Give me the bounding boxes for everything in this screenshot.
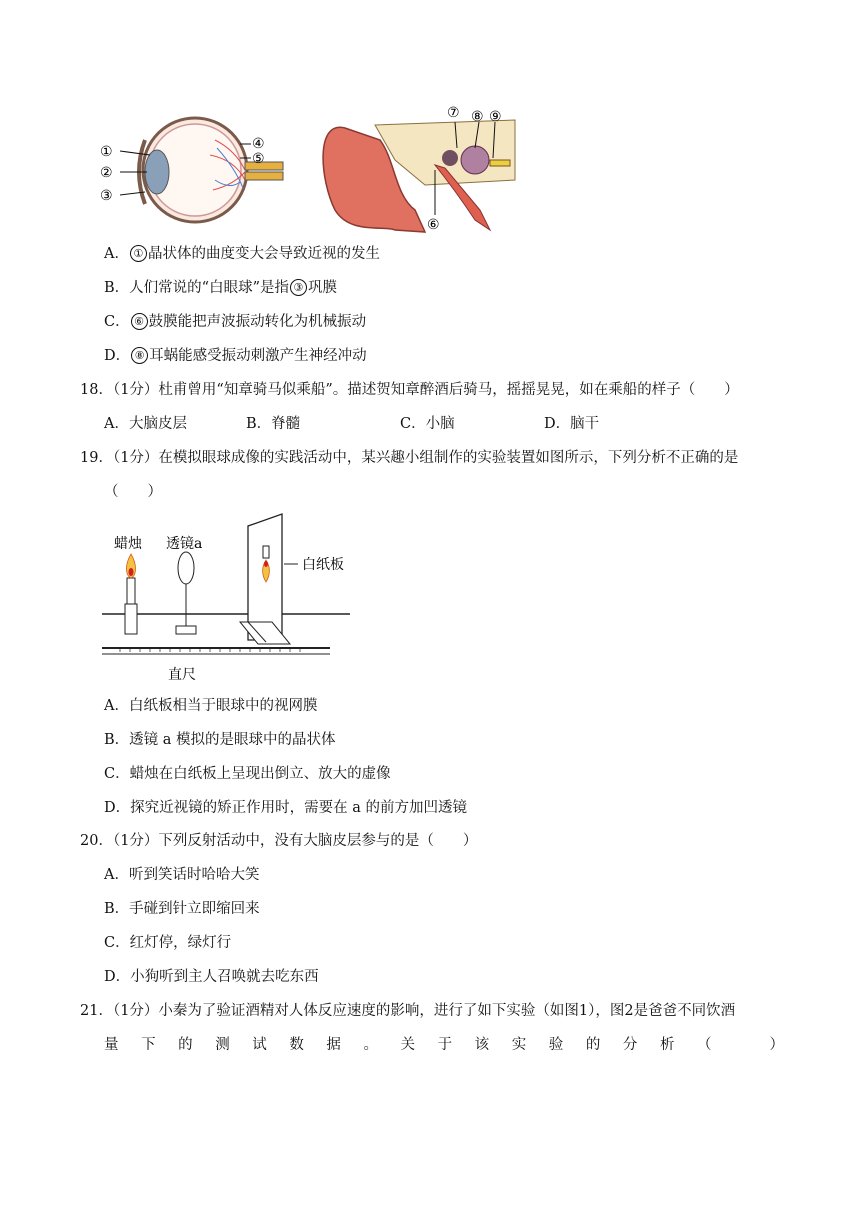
eye-label-4: ④ <box>252 136 265 152</box>
q17-option-d[interactable]: D． ⑧ 耳蜗能感受振动刺激产生神经冲动 <box>104 348 367 364</box>
q18-stem: 18．（1分）杜甫曾用“知章骑马似乘船”。描述贺知章醉酒后骑马，摇摇晃晃，如在乘船的样子（ ） <box>80 382 739 398</box>
q21-stem-cont: 量 下 的 测 试 数 据 。 关 于 该 实 验 的 分 析 （ ） <box>104 1037 784 1053</box>
q18-option-b[interactable]: B．脊髓 <box>246 416 301 432</box>
q17-option-b[interactable]: B．人们常说的“白眼球”是指 ③ 巩膜 <box>104 280 337 296</box>
lens-label: 透镜a <box>166 536 203 552</box>
ruler-label: 直尺 <box>168 667 196 683</box>
board-label: 白纸板 <box>302 557 344 573</box>
eye-label-3: ③ <box>100 188 113 204</box>
q19-option-d[interactable]: D．探究近视镜的矫正作用时，需要在 a 的前方加凹透镜 <box>104 800 467 816</box>
q20-option-b[interactable]: B．手碰到针立即缩回来 <box>104 901 260 917</box>
circled-number: ⑥ <box>131 313 148 330</box>
ear-label-9: ⑨ <box>489 109 502 125</box>
q19-option-b[interactable]: B．透镜 a 模拟的是眼球中的晶状体 <box>104 732 336 748</box>
candle-lens-figure <box>100 512 360 684</box>
eye-label-5: ⑤ <box>252 151 265 167</box>
ear-label-8: ⑧ <box>471 109 484 125</box>
eye-diagram <box>100 118 283 222</box>
candle-body <box>125 604 137 634</box>
q17-option-a[interactable]: A． ① 晶状体的曲度变大会导致近视的发生 <box>104 246 380 262</box>
circled-number: ⑧ <box>131 347 148 364</box>
q18-option-c[interactable]: C．小脑 <box>400 416 455 432</box>
eye-label-2: ② <box>100 165 113 181</box>
lens-a <box>178 552 194 584</box>
circled-number: ③ <box>290 279 307 296</box>
eye-label-1: ① <box>100 144 113 160</box>
circled-number: ① <box>130 245 147 262</box>
q17-option-c[interactable]: C． ⑥ 鼓膜能把声波振动转化为机械振动 <box>104 314 367 330</box>
q19-option-a[interactable]: A．白纸板相当于眼球中的视网膜 <box>104 698 318 714</box>
ear-diagram <box>323 105 515 233</box>
q20-option-a[interactable]: A．听到笑话时哈哈大笑 <box>104 867 260 883</box>
eye-ear-figure <box>95 100 535 240</box>
q18-option-a[interactable]: A．大脑皮层 <box>104 416 187 432</box>
q19-stem-cont: （ ） <box>104 484 162 500</box>
ear-label-6: ⑥ <box>427 217 440 233</box>
q19-option-c[interactable]: C．蜡烛在白纸板上呈现出倒立、放大的虚像 <box>104 766 391 782</box>
q20-option-c[interactable]: C．红灯停，绿灯行 <box>104 935 232 951</box>
q19-stem: 19．（1分）在模拟眼球成像的实践活动中，某兴趣小组制作的实验装置如图所示，下列分析不正确的是 <box>80 450 739 466</box>
q21-stem: 21．（1分）小秦为了验证酒精对人体反应速度的影响，进行了如下实验（如图1），图2是爸爸不同饮酒 <box>80 1003 736 1019</box>
ear-label-7: ⑦ <box>447 105 460 121</box>
q18-option-d[interactable]: D．脑干 <box>544 416 600 432</box>
q20-stem: 20．（1分）下列反射活动中，没有大脑皮层参与的是（ ） <box>80 833 478 849</box>
q20-option-d[interactable]: D．小狗听到主人召唤就去吃东西 <box>104 969 319 985</box>
candle-label: 蜡烛 <box>114 536 142 552</box>
